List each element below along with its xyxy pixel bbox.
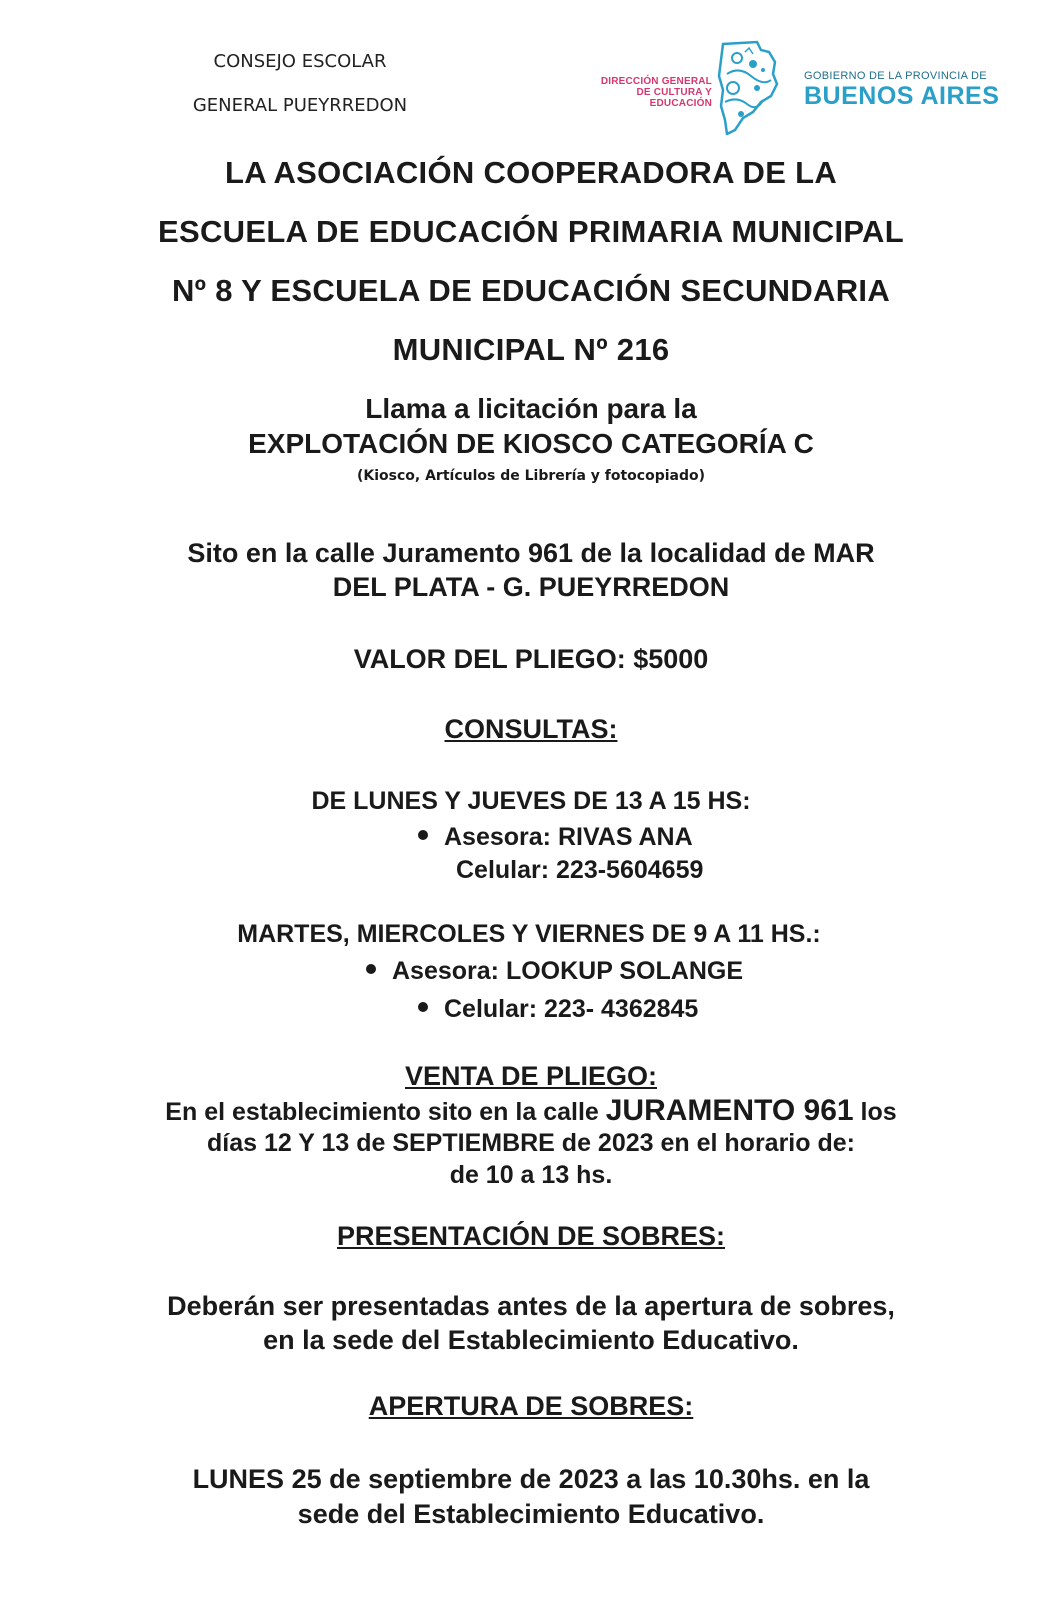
- price-text: VALOR DEL PLIEGO: $5000: [353, 644, 709, 674]
- province-map-icon: [717, 40, 779, 135]
- buenos-aires-text: BUENOS AIRES: [804, 82, 1000, 110]
- school-council-header: [150, 50, 450, 138]
- bullet-icon: [418, 830, 428, 840]
- advisor-name-2: Asesora: LOOKUP SOLANGE: [392, 957, 744, 985]
- title-line-2: ESCUELA DE EDUCACIÓN PRIMARIA MUNICIPAL: [158, 214, 904, 249]
- dgce-line-1: DIRECCIÓN GENERAL: [600, 76, 712, 87]
- call-note: (Kiosco, Artículos de Librería y fotocopiado): [356, 468, 706, 484]
- consultas-group1-item1-sub: [456, 856, 703, 885]
- apertura-line-1: LUNES 25 de septiembre de 2023 a las 10.30hs. en la: [192, 1464, 870, 1494]
- location-line-2: DEL PLATA - G. PUEYRREDON: [332, 572, 730, 602]
- call-line-2: EXPLOTACIÓN DE KIOSCO CATEGORÍA C: [248, 428, 814, 459]
- dgce-line-2: DE CULTURA Y EDUCACIÓN: [636, 87, 712, 109]
- venta-line-1: [0, 1094, 1062, 1128]
- apertura-line-2: sede del Establecimiento Educativo.: [297, 1499, 765, 1529]
- council-line-1: CONSEJO ESCOLAR: [213, 51, 387, 72]
- call-line-1: Llama a licitación para la: [365, 393, 697, 424]
- consultas-group1-title: DE LUNES Y JUEVES DE 13 A 15 HS:: [311, 787, 751, 815]
- council-line-2: GENERAL PUEYRREDON: [192, 95, 408, 116]
- location-line-1: Sito en la calle Juramento 961 de la localidad de MAR: [187, 538, 875, 568]
- dgce-logo-text: [582, 76, 712, 109]
- venta-line-2: días 12 Y 13 de SEPTIEMBRE de 2023 en el horario de:: [207, 1129, 855, 1157]
- government-logo: [582, 40, 1002, 135]
- title-line-3: Nº 8 Y ESCUELA DE EDUCACIÓN SECUNDARIA: [171, 273, 891, 308]
- apertura-heading: APERTURA DE SOBRES:: [368, 1391, 694, 1421]
- venta-line-1-c: los: [853, 1098, 897, 1126]
- presentacion-heading: PRESENTACIÓN DE SOBRES:: [336, 1221, 726, 1251]
- consultas-group2-item2: [418, 995, 698, 1024]
- advisor-phone-1: Celular: 223-5604659: [456, 856, 704, 884]
- consultas-group1-item1: [418, 823, 693, 852]
- advisor-phone-2: Celular: 223- 4362845: [444, 995, 699, 1023]
- consultas-group2-title: MARTES, MIERCOLES Y VIERNES DE 9 A 11 HS.:: [237, 920, 821, 948]
- advisor-name-1: Asesora: RIVAS ANA: [444, 823, 693, 851]
- venta-line-1-a: En el establecimiento sito en la calle: [165, 1098, 606, 1126]
- title-line-1: LA ASOCIACIÓN COOPERADORA DE LA: [224, 155, 838, 190]
- bullet-icon: [366, 964, 376, 974]
- venta-line-3: de 10 a 13 hs.: [449, 1161, 613, 1189]
- presentacion-line-2: en la sede del Establecimiento Educativo.: [263, 1325, 799, 1355]
- venta-heading: VENTA DE PLIEGO:: [404, 1061, 658, 1091]
- venta-line-1-b: JURAMENTO 961: [605, 1094, 854, 1127]
- bullet-icon: [418, 1002, 428, 1012]
- consultas-group2-item1: [366, 957, 743, 986]
- presentacion-line-1: Deberán ser presentadas antes de la apertura de sobres,: [167, 1291, 895, 1321]
- government-of-province-text: GOBIERNO DE LA PROVINCIA DE: [804, 70, 987, 82]
- consultas-heading: CONSULTAS:: [444, 714, 618, 744]
- title-line-4: MUNICIPAL Nº 216: [392, 332, 670, 367]
